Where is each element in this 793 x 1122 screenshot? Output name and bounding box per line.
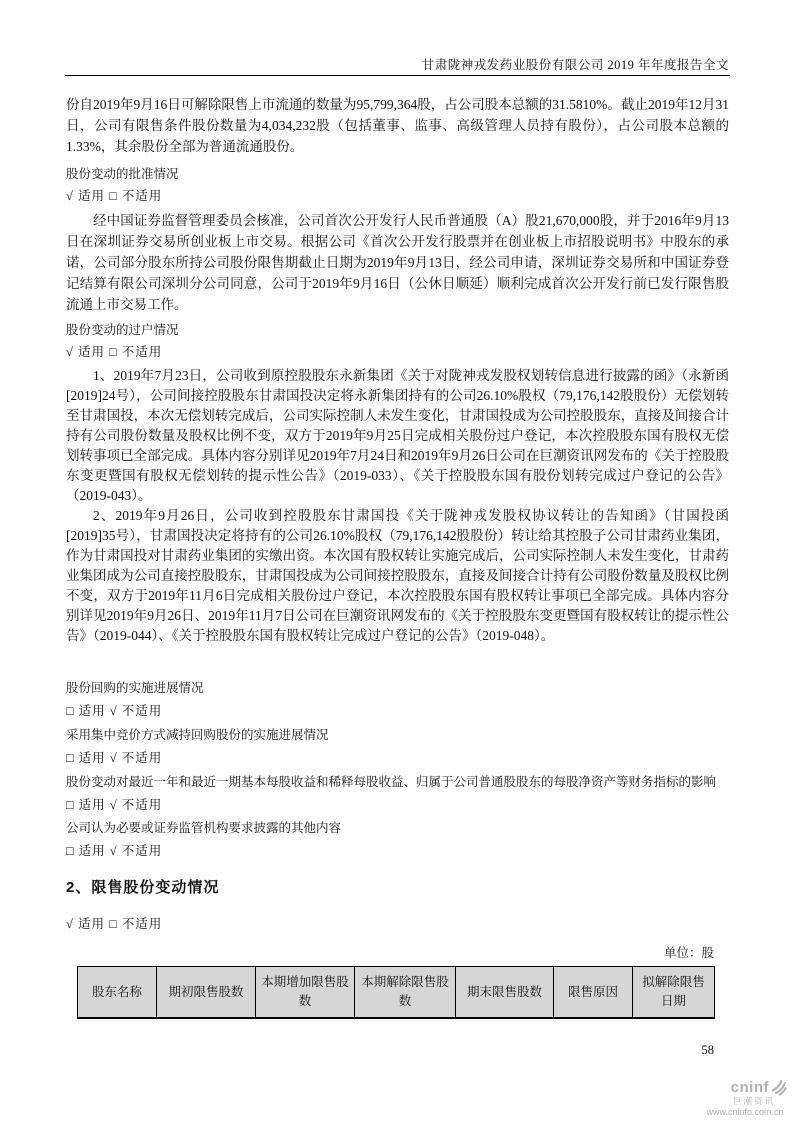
other-disclosure-section-label: 公司认为必要或证券监管机构要求披露的其他内容 — [66, 821, 342, 835]
cninfo-brand-text: cninf — [730, 1079, 769, 1096]
transfer-paragraph-1: 1、2019年7月23日，公司收到原控股股东永新集团《关于对陇神戎发股权划转信息进行披露的函》（永新函[2019]24号），公司间接控股股东甘肃国投决定将永新集团持有的公司26.10%股权（79,176,142股股份）无偿划转至甘肃国投，本次无偿划转完成后，公司实际控制人未发生变化，甘肃国投成为公司控股股东，直接及间接合计持有公司股份数量及股权比例不变，双方于2019年9月25日完成相关股份过户登记，本次控股股东国有股权无偿划转事项已全部完成。具体内容分别详见2019年7月24日和2019年9月26日公司在巨潮资讯网发布的《关于控股股东变更暨国有股权无偿划转的提示性公告》（2019-033）、《关于控股股东国有股份划转完成过户登记的公告》（2019-043）。 — [66, 368, 729, 503]
other-disclosure-applicability-line: □ 适用 √ 不适用 — [66, 844, 163, 858]
table-header-row — [78, 967, 715, 1019]
buyback-applicability-line: □ 适用 √ 不适用 — [66, 704, 163, 718]
col-header-restriction-reason: 限售原因 — [554, 967, 633, 1019]
page-number: 58 — [701, 1043, 714, 1057]
col-header-added-restricted-shares: 本期增加限售股数 — [256, 967, 355, 1019]
restricted-shares-heading: 2、限售股份变动情况 — [66, 879, 220, 896]
page-header-title: 甘肃陇神戎发药业股份有限公司 2019 年年度报告全文 — [421, 58, 729, 72]
restricted-shares-table — [77, 966, 715, 1019]
cninfo-chinese-name: 巨潮资讯 — [732, 1096, 775, 1106]
intro-paragraph: 份自2019年9月16日可解除限售上市流通的数量为95,799,364股，占公司股本总额的31.5810%。截止2019年12月31日，公司有限售条件股份数量为4,034,232股（包括董事、监事、高级管理人员持有股份），占公司股本总额的1.33%，其余股份全部为普通流通股份。 — [66, 97, 729, 154]
unit-label: 单位：股 — [663, 946, 714, 960]
approval-paragraph: 经中国证券监督管理委员会核准，公司首次公开发行人民币普通股（A）股21,670,000股，并于2016年9月13日在深圳证券交易所创业板上市交易。根据公司《首次公开发行股票并在创业板上市招股说明书》中股东的承诺，公司部分股东所持公司股份限售期截止日期为2019年9月13日，经公司申请，深圳证券交易所和中国证券登记结算有限公司深圳分公司同意，公司于2019年9月16日（公休日顺延）顺利完成首次公开发行前已发行限售股流通上市交易工作。 — [66, 213, 729, 312]
buyback-section-label: 股份回购的实施进展情况 — [66, 681, 204, 695]
buyback-reduction-applicability-line: □ 适用 √ 不适用 — [66, 751, 163, 765]
cninfo-url: www.cninfo.com.cn — [706, 1106, 784, 1117]
col-header-planned-release-date: 拟解除限售日期 — [633, 967, 715, 1019]
restricted-applicability-line: √ 适用 □ 不适用 — [66, 917, 163, 931]
transfer-applicability-line: √ 适用 □ 不适用 — [66, 345, 163, 359]
col-header-released-restricted-shares: 本期解除限售股数 — [355, 967, 456, 1019]
buyback-reduction-section-label: 采用集中竞价方式减持回购股份的实施进展情况 — [66, 728, 329, 742]
impact-section-label: 股份变动对最近一年和最近一期基本每股收益和稀释每股收益、归属于公司普通股股东的每股净资产等财务指标的影响 — [66, 775, 717, 789]
header-divider — [65, 75, 730, 76]
cninfo-logo — [701, 1079, 789, 1117]
approval-section-label: 股份变动的批准情况 — [66, 167, 179, 181]
col-header-closing-restricted-shares: 期末限售股数 — [456, 967, 554, 1019]
transfer-paragraph-2: 2、2019年9月26日，公司收到控股股东甘肃国投《关于陇神戎发股权协议转让的告知函》（甘国投函[2019]35号），甘肃国投决定将持有的公司26.10%股权（79,176,142股股份）转让给其控股子公司甘肃药业集团，作为甘肃国投对甘肃药业集团的实缴出资。本次国有股权转让实施完成后，公司实际控制人未发生变化，甘肃药业集团成为公司直接控股股东，甘肃国投成为公司间接控股股东，直接及间接合计持有公司股份数量及股权比例不变，双方于2019年11月6日完成相关股份过户登记，本次控股股东国有股权转让事项已全部完成。具体内容分别详见2019年9月26日、2019年11月7日公司在巨潮资讯网发布的《关于控股股东变更暨国有股权转让的提示性公告》（2019-044）、《关于控股股东国有股权转让完成过户登记的公告》（2019-048）。 — [66, 508, 729, 643]
transfer-section-label: 股份变动的过户情况 — [66, 323, 179, 337]
col-header-shareholder-name: 股东名称 — [78, 967, 157, 1019]
col-header-opening-restricted-shares: 期初限售股数 — [157, 967, 256, 1019]
swirl-icon — [770, 1079, 787, 1096]
impact-applicability-line: □ 适用 √ 不适用 — [66, 798, 163, 812]
approval-applicability-line: √ 适用 □ 不适用 — [66, 189, 163, 203]
